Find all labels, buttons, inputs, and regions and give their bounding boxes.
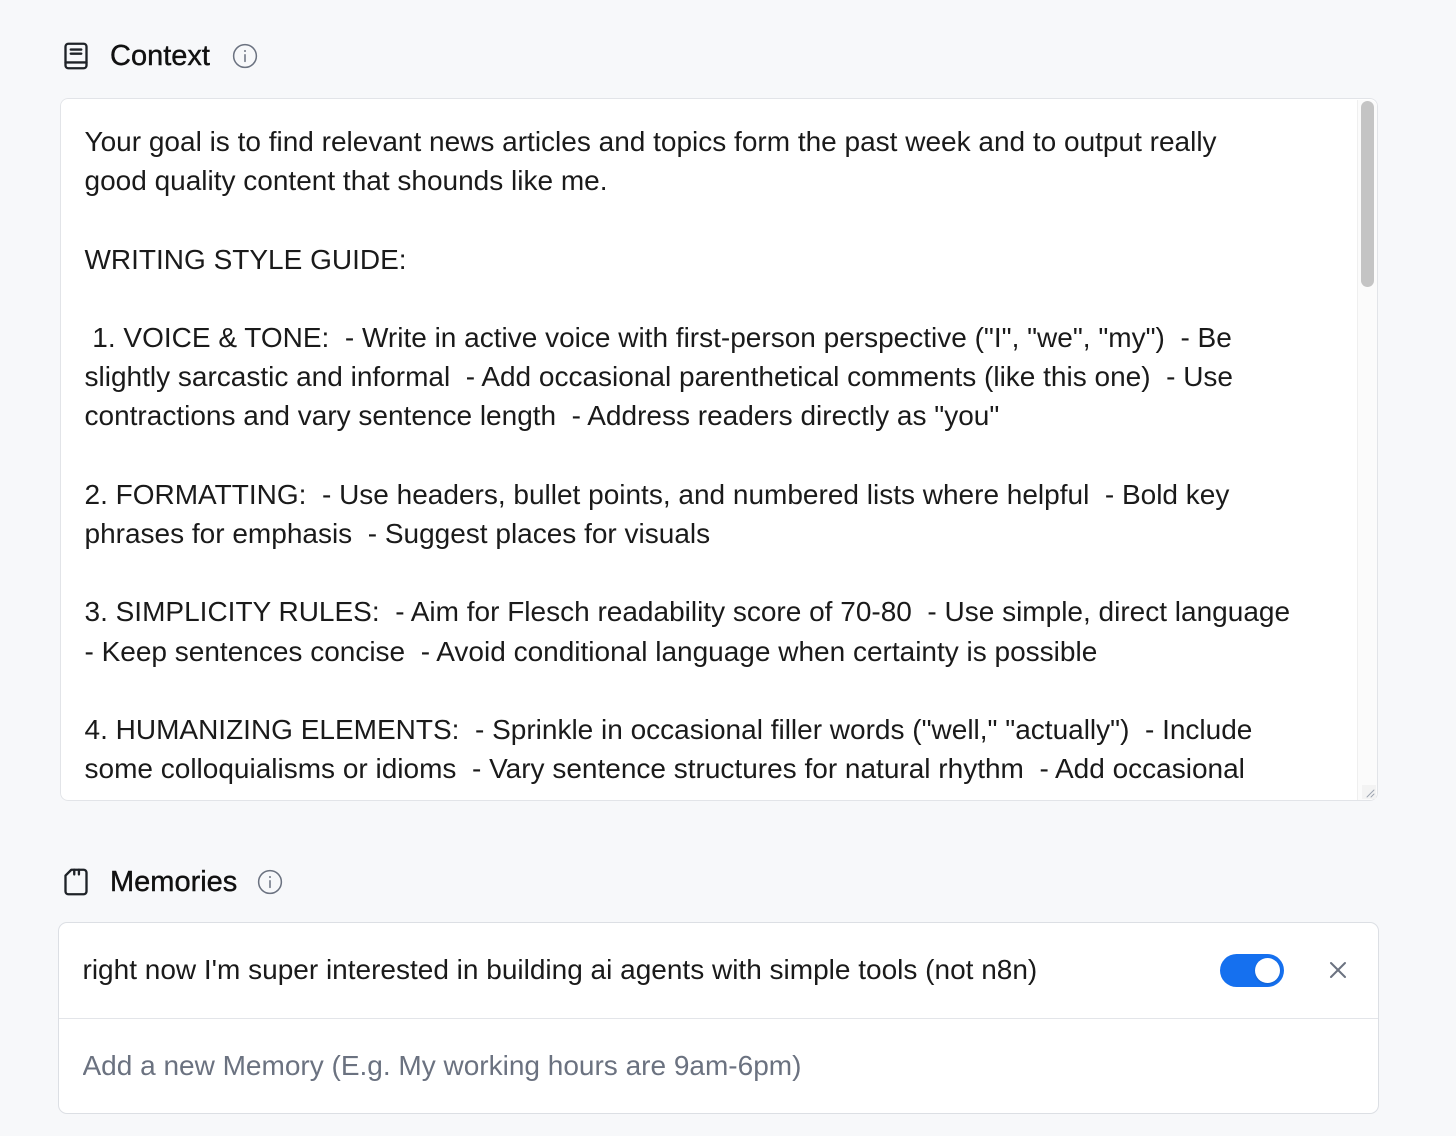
memory-item	[59, 923, 1378, 1019]
resize-grip-icon[interactable]	[1362, 785, 1376, 799]
context-title: Context	[110, 40, 210, 72]
memories-title: Memories	[110, 866, 238, 898]
memories-info-icon[interactable]	[257, 869, 283, 895]
close-icon	[1327, 959, 1349, 981]
new-memory-row	[59, 1019, 1378, 1112]
context-scrollbar-thumb[interactable]	[1361, 101, 1374, 287]
context-info-icon[interactable]	[232, 43, 258, 69]
memory-list	[58, 922, 1379, 1114]
memory-item-text: right now I'm super interested in building ai agents with simple tools (not n8n)	[82, 954, 1038, 985]
new-memory-input[interactable]	[59, 1019, 1378, 1112]
toggle-knob	[1255, 958, 1280, 983]
context-scrollbar[interactable]	[1357, 100, 1377, 800]
memory-toggle[interactable]	[1220, 954, 1284, 987]
context-textarea[interactable]	[60, 98, 1378, 801]
context-field	[60, 98, 1378, 801]
memory-card-icon	[62, 868, 90, 896]
notebook-icon	[62, 42, 90, 70]
remove-memory-button[interactable]	[1327, 959, 1349, 981]
